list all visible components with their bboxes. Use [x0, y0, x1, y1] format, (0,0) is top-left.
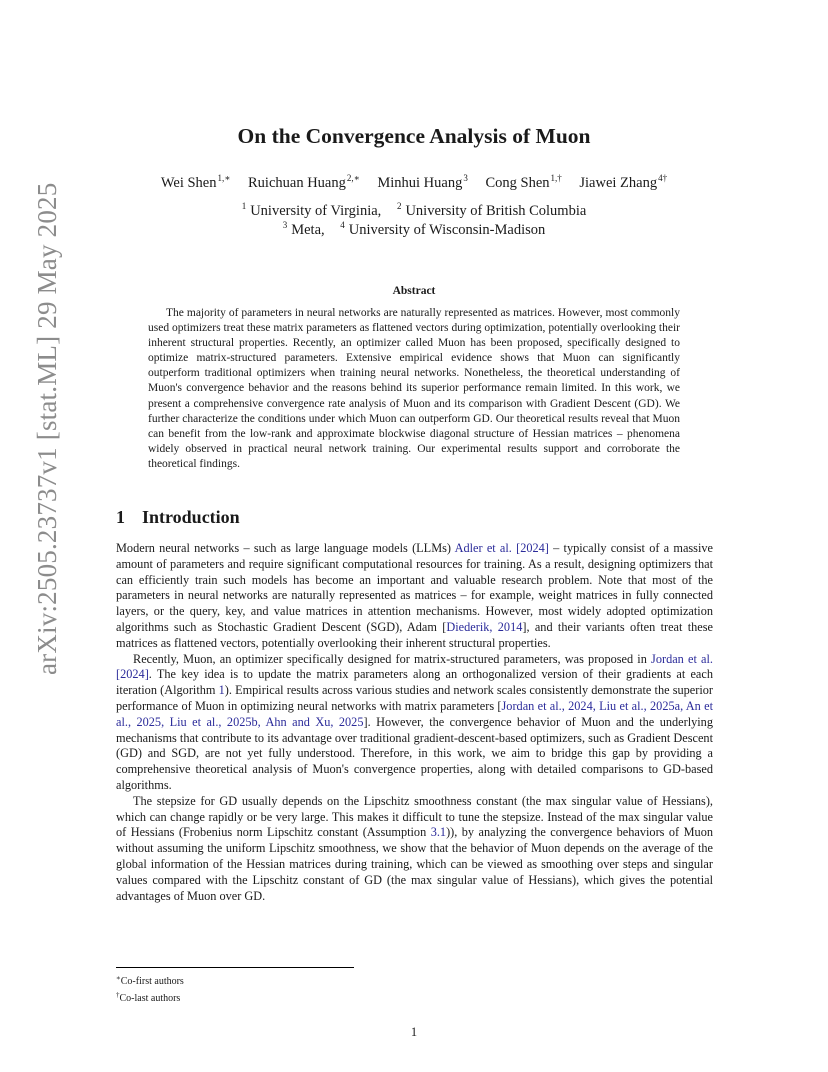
algorithm-ref-link[interactable]: 1: [218, 683, 225, 698]
paragraph: Modern neural networks – such as large language models (LLMs) Adler et al. [2024] – typically consist of a massive amount of parameters and require significant computational resources for training. As a result, designing optimizers that can efficiently train such models has become an important and valuable research problem. Note that most of the parameters in neural networks are naturally represented as matrices – for example, weight matrices in fully connected layers, or the query, key, and value matrices in attention mechanisms. However, most widely adopted optimization algorithms such as Stochastic Gradient Descent (SGD), Adam [Diederik, 2014], and their variants often treat these matrices as flattened vectors, potentially overlooking their inherent structural properties.: [116, 541, 713, 650]
footnote: †Co-last authors: [116, 990, 181, 1004]
author: Minhui Huang$^3$: [377, 173, 468, 191]
assumption-ref-link[interactable]: 3.1: [430, 825, 447, 840]
affiliation-line: [0, 220, 828, 239]
citation-link[interactable]: Jordan et al., 2024, Liu et al., 2025a, An et al., 2025, Liu et al., 2025b, Ahn and Xu, 2025: [116, 698, 713, 729]
abstract-text: The majority of parameters in neural networks are naturally represented as matrices. However, most commonly used optimizers treat these matrix parameters as flattened vectors during optimization, potentially overlooking their inherent structural properties. Recently, an optimizer called Muon has been proposed, specifically designed to optimize matrix-structured parameters. Extensive empirical evidence shows that Muon can significantly outperform traditional optimizers when training neural networks. Nonetheless, the theoretical understanding of Muon's convergence behavior and the reasons behind its superior performance remain limited. In this work, we present a comprehensive convergence rate analysis of Muon and its comparison with Gradient Descent (GD). We further characterize the conditions under which Muon can outperform GD. Our theoretical results reveal that Muon can benefit from the low-rank and approximate blockwise diagonal structure of Hessian matrices – phenomena widely observed in practical neural network training. Our experimental results support and corroborate the theoretical findings.: [148, 307, 680, 470]
author: Cong Shen$^{1,\dagger}$: [485, 173, 562, 191]
footnote-divider: [116, 967, 354, 968]
author: Wei Shen$^{1,∗}$: [160, 173, 231, 191]
citation-link[interactable]: Jordan et al. [2024]: [116, 651, 713, 682]
paragraph: Recently, Muon, an optimizer specifically designed for matrix-structured parameters, was proposed in Jordan et al. [2024]. The key idea is to update the matrix parameters along an orthogonalized version of their gradients at each iteration (Algorithm 1). Empirical results across various studies and network scales consistently demonstrate the superior performance of Muon in optimizing neural networks with matrix parameters [Jordan et al., 2024, Liu et al., 2025a, An et al., 2025, Liu et al., 2025b, Ahn and Xu, 2025]. However, the convergence behavior of Muon and the underlying mechanisms that contribute to its advantage over traditional gradient-descent-based optimizers, such as Gradient Descent (GD) and SGD, are not yet fully understood. Therefore, in this work, we aim to bridge this gap by providing a comprehensive theoretical analysis of Muon's convergence properties, along with detailed comparisons to GD-based algorithms.: [116, 651, 714, 792]
citation-link[interactable]: Adler et al. [2024]: [454, 541, 549, 555]
author-list: [0, 173, 828, 192]
section-heading: [116, 507, 240, 528]
paragraph: The stepsize for GD usually depends on the Lipschitz smoothness constant (the max singular value of Hessians), which can change rapidly or be very large. This makes it difficult to tune the stepsize. Instead of the max singular value of Hessians (Frobenius norm Lipschitz constant (Assumption 3.1)), by analyzing the convergence behaviors of Muon without assuming the uniform Lipschitz smoothness, we show that the behavior of Muon depends on the average of the global information of the Hessian matrices during training, which can be viewed as smoothing over steps and singular values compared with the Lipschitz constant of GD (the max singular value of Hessians), which gives the potential advantages of Muon over GD.: [116, 793, 713, 903]
page-number: 1: [410, 1025, 418, 1039]
footnote: ∗Co-first authors: [116, 974, 184, 987]
arxiv-sidebar: [22, 182, 66, 675]
affiliation: $^2$ University of British Columbia: [396, 201, 587, 219]
author: Jiawei Zhang$^{4\dagger}$: [579, 173, 668, 191]
section-title: Introduction: [142, 507, 240, 527]
abstract-heading: Abstract: [392, 285, 436, 297]
paper-title: On the Convergence Analysis of Muon: [237, 124, 591, 148]
affiliation: $^1$ University of Virginia,: [241, 201, 382, 219]
arxiv-identifier: arXiv:2505.23737v1 [stat.ML] 29 May 2025: [32, 182, 62, 675]
affiliation: $^4$ University of Wisconsin-Madison: [340, 220, 546, 238]
affiliation-line: [0, 201, 828, 220]
section-number: 1: [116, 507, 125, 527]
footnotes: [116, 972, 184, 1005]
citation-link[interactable]: Diederik, 2014: [446, 619, 523, 634]
section-body: [116, 541, 713, 904]
author: Ruichuan Huang$^{2,∗}$: [248, 173, 360, 191]
affiliation: $^3$ Meta,: [282, 220, 325, 238]
